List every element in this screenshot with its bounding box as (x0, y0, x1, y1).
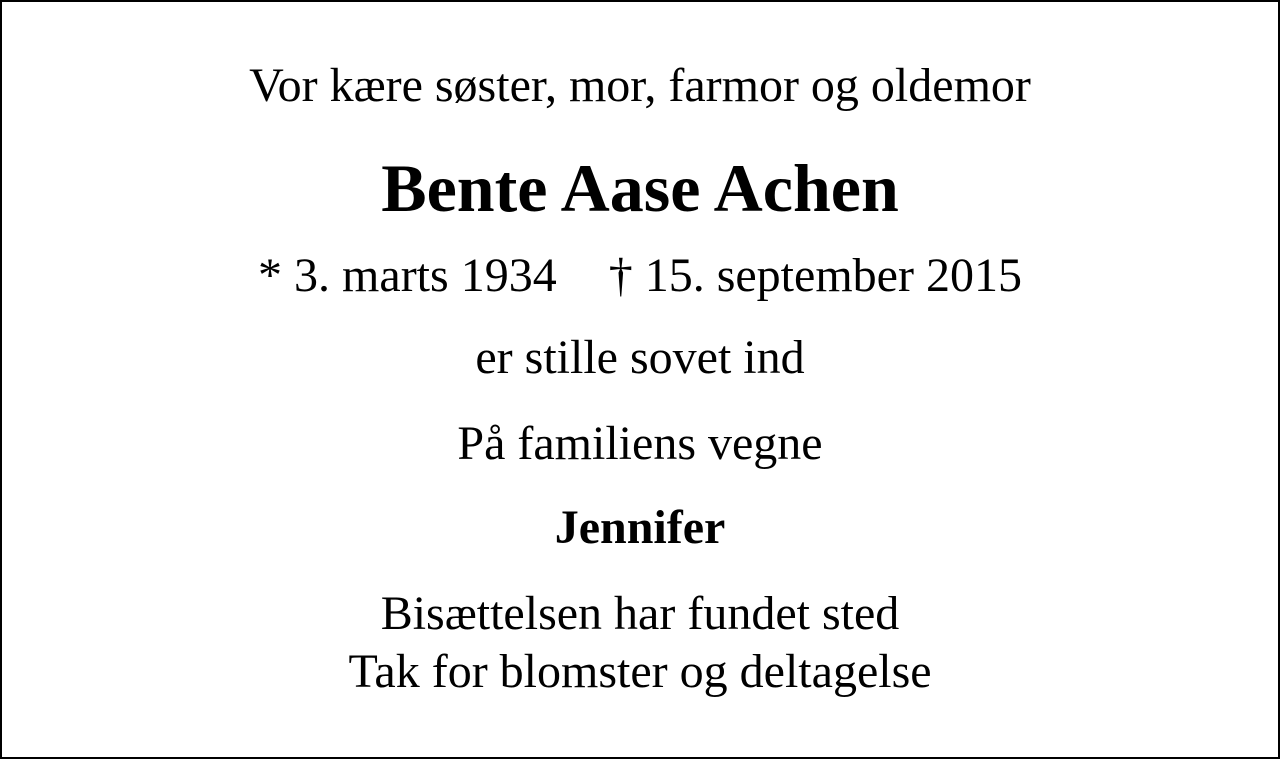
life-dates (2, 246, 1278, 306)
thanks-text: Tak for blomster og deltagelse (348, 645, 932, 698)
deceased-name: Bente Aase Achen (381, 150, 899, 226)
status-text: er stille sovet ind (475, 331, 805, 384)
signer-name: Jennifer (554, 501, 726, 554)
birth-date: * 3. marts 1934 (258, 249, 557, 302)
funeral-info-text: Bisættelsen har fundet sted (380, 587, 900, 640)
intro-text: Vor kære søster, mor, farmor og oldemor (249, 59, 1031, 112)
on-behalf-text: På familiens vegne (457, 417, 823, 470)
death-date: † 15. september 2015 (608, 249, 1022, 302)
